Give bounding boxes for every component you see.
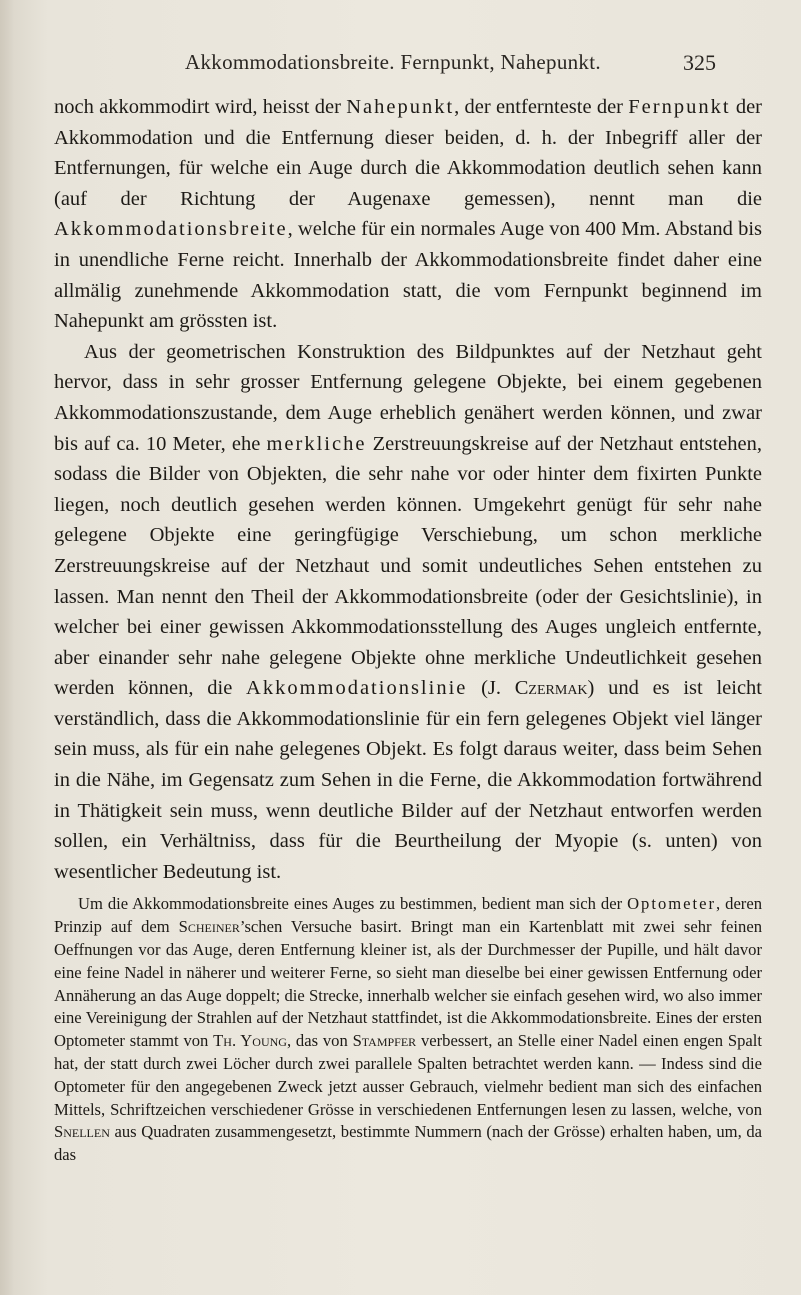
text-run: , das von [286,1031,353,1051]
page-gutter-shadow [0,0,14,1295]
author-young: Th. Young [213,1031,287,1051]
text-run: verbessert, an Stelle einer Nadel einen engen Spalt hat, der statt durch zwei Löcher durch zwei parallele Spalten betrachtet werden kann. — Indess sind die Optometer für den angegebenen Zweck jetzt ausser Gebrauch, vielmehr bedient man sich des einfachen Mittels, Schriftzeichen verschiedener Grösse in verschiedenen Entfernungen lesen zu lassen, welche, von [54,1031,762,1119]
text-run: ) und es ist leicht verständlich, dass die Akkommodationslinie für ein fern gelegenes Objekt viel länger sein muss, als für ein nahe gelegenes Objekt. Es folgt daraus weiter, dass beim Sehen in die Nähe, im Gegensatz zum Sehen in die Ferne, die Akkommodation fortwährend in Thätigkeit sein muss, wenn deutliche Bilder auf der Netzhaut entworfen werden sollen, ein Verhältniss, dass für die Beurtheilung der Myopie (s. unten) von wesentlicher Bedeutung ist. [54,677,762,883]
paragraph-geometry [54,337,762,888]
author-scheiner: Scheiner [178,917,240,937]
text-run: aus Quadraten zusammengesetzt, bestimmte Nummern (nach der Grösse) erhalten haben, um, da das [54,1122,762,1165]
term-akkommodationslinie: Akkommodationslinie [246,677,468,700]
text-run: , welche für ein normales Auge von 400 Mm. Abstand bis in unendliche Ferne reicht. Innerhalb der Akkommodationsbreite findet daher eine allmälig zunehmende Akkommodation statt, die vom Fernpunkt beginnend im Nahepunkt am grössten ist. [54,218,762,333]
text-run: ’schen Versuche basirt. Bringt man ein Kartenblatt mit zwei sehr feinen Oeffnungen vor das Auge, deren Entfernung kleiner ist, als der Durchmesser der Pupille, und hält davor eine feine Nadel in näherer und weiterer Ferne, so sieht man dieselbe bei einer gewissen Entfernung oder Annäherung an das Auge doppelt; die Strecke, innerhalb welcher sie einfach gesehen wird, wo also immer eine Vereinigung der Strahlen auf der Netzhaut stattfindet, ist die Akkommodationsbreite. Eines der ersten Optometer stammt von [54,917,762,1051]
author-czermak: Czermak [514,677,588,700]
text-run: , der entfernteste der [454,96,629,118]
paragraph-optometer-note [54,893,762,1167]
running-head [0,50,801,80]
author-stampfer: Stampfer [352,1031,417,1051]
text-run: noch akkommodirt wird, heisst der [54,96,347,118]
term-merkliche: merkliche [266,432,367,455]
term-optometer: Optometer [627,894,717,914]
author-snellen: Snellen [54,1122,110,1142]
text-run: , deren Prinzip auf dem [54,894,762,937]
running-title: Akkommodationsbreite. Fernpunkt, Nahepunkt. [185,50,601,74]
paragraph-definitions [54,92,762,337]
text-run: Zerstreuungskreise auf der Netzhaut entstehen, sodass die Bilder von Objekten, die sehr nahe vor oder hinter dem fixirten Punkte liegen, noch deutlich gesehen werden können. Umgekehrt genügt für sehr nahe gelegene Objekte eine geringfügige Verschiebung, um schon merkliche Zerstreuungskreise auf der Netzhaut und somit undeutliches Sehen entstehen zu lassen. Man nennt den Theil der Akkommodationsbreite (oder der Gesichtslinie), in welcher bei einer gewissen Akkommodationsstellung des Auges ungleich entfernte, aber einander sehr nahe gelegene Objekte ohne merkliche Undeutlichkeit gesehen werden können, die [54,432,762,700]
text-run: (J. [467,677,515,700]
text-run: Aus der geometrischen Konstruktion des Bildpunktes auf der Netzhaut geht hervor, dass in sehr grosser Entfernung gelegene Objekte, bei einem gegebenen Akkommodationszustande, dem Auge erheblich genähert werden können, und zwar bis auf ca. 10 Meter, ehe [54,340,762,455]
term-nahepunkt: Nahepunkt [346,96,455,118]
term-fernpunkt: Fernpunkt [628,96,731,118]
text-run: der Akkommodation und die Entfernung dieser beiden, d. h. der Inbegriff aller der Entfernungen, für welche ein Auge durch die Akkommodation deutlich sehen kann (auf der Richtung der Augenaxe gemessen), nennt man die [54,96,762,210]
body-text [54,92,762,1167]
page-number: 325 [683,50,716,75]
text-run: Um die Akkommodationsbreite eines Auges zu bestimmen, bedient man sich der [78,894,628,914]
term-akkommodationsbreite: Akkommodationsbreite [54,218,288,241]
